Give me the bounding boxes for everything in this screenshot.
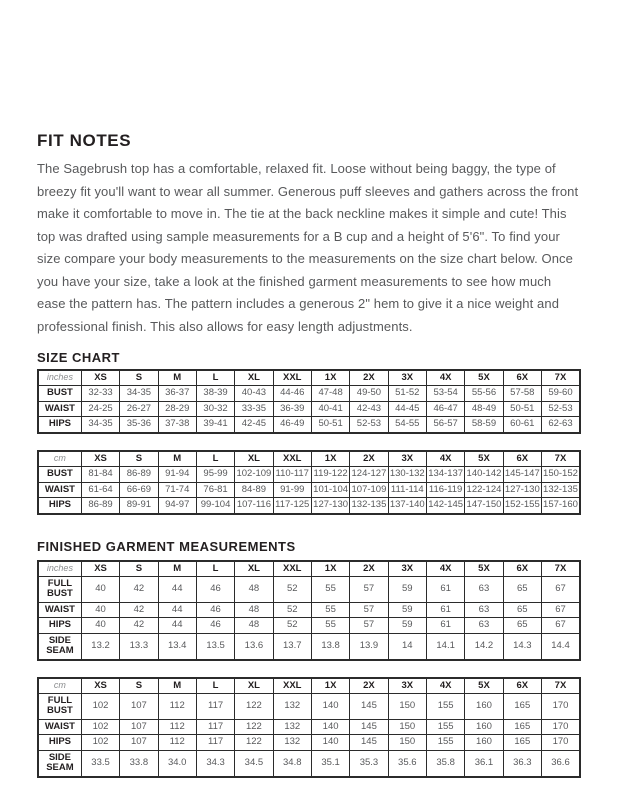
measurement-row-label: SIDE SEAM: [38, 633, 81, 659]
measurement-value: 24-25: [81, 401, 119, 416]
measurement-value: 107-116: [235, 498, 273, 514]
size-column-header: 3X: [388, 678, 426, 694]
measurement-value: 157-160: [541, 498, 580, 514]
size-column-header: 7X: [541, 451, 580, 467]
measurement-value: 71-74: [158, 482, 196, 497]
size-column-header: M: [158, 451, 196, 467]
measurement-value: 62-63: [541, 417, 580, 433]
measurement-value: 134-137: [426, 467, 464, 482]
measurement-value: 61-64: [81, 482, 119, 497]
size-column-header: XXL: [273, 678, 311, 694]
measurement-value: 42-45: [235, 417, 273, 433]
size-column-header: XL: [235, 451, 273, 467]
measurement-value: 40-43: [235, 386, 273, 401]
size-column-header: L: [196, 451, 234, 467]
size-column-header: S: [120, 451, 158, 467]
measurement-value: 119-122: [311, 467, 349, 482]
size-column-header: M: [158, 678, 196, 694]
size-column-header: L: [196, 370, 234, 386]
measurement-value: 61: [426, 576, 464, 602]
size-column-header: 7X: [541, 561, 580, 577]
measurement-value: 150: [388, 719, 426, 734]
measurement-value: 140-142: [465, 467, 503, 482]
measurement-value: 14.3: [503, 633, 541, 659]
measurement-value: 145-147: [503, 467, 541, 482]
measurement-value: 102: [81, 694, 119, 720]
measurement-value: 122: [235, 735, 273, 750]
measurement-value: 150: [388, 694, 426, 720]
table-header-row: [38, 370, 580, 386]
measurement-value: 35.6: [388, 750, 426, 776]
measurement-value: 67: [541, 602, 580, 617]
measurement-value: 35.8: [426, 750, 464, 776]
size-column-header: 6X: [503, 561, 541, 577]
measurement-row-label: FULL BUST: [38, 694, 81, 720]
table-header-row: [38, 451, 580, 467]
measurement-row-label: WAIST: [38, 482, 81, 497]
measurement-row-label: WAIST: [38, 401, 81, 416]
measurement-value: 48: [235, 602, 273, 617]
measurement-value: 42: [120, 618, 158, 633]
measurement-value: 57: [350, 618, 388, 633]
measurement-value: 117: [196, 719, 234, 734]
finished-garment-heading: FINISHED GARMENT MEASUREMENTS: [37, 538, 296, 554]
table-header-row: [38, 678, 580, 694]
measurement-value: 34.8: [273, 750, 311, 776]
measurement-value: 127-130: [503, 482, 541, 497]
table-row: [38, 482, 580, 497]
measurement-value: 152-155: [503, 498, 541, 514]
measurement-value: 147-150: [465, 498, 503, 514]
measurement-value: 49-50: [350, 386, 388, 401]
measurement-value: 59: [388, 576, 426, 602]
measurement-value: 145: [350, 694, 388, 720]
measurement-value: 112: [158, 735, 196, 750]
size-column-header: M: [158, 370, 196, 386]
measurement-row-label: BUST: [38, 467, 81, 482]
table-header-row: [38, 561, 580, 577]
measurement-value: 122-124: [465, 482, 503, 497]
measurement-value: 57: [350, 602, 388, 617]
measurement-value: 66-69: [120, 482, 158, 497]
size-chart-cm-table: [37, 450, 581, 515]
measurement-row-label: BUST: [38, 386, 81, 401]
measurement-value: 160: [465, 694, 503, 720]
measurement-value: 38-39: [196, 386, 234, 401]
measurement-value: 102: [81, 719, 119, 734]
size-column-header: XL: [235, 370, 273, 386]
measurement-value: 112: [158, 694, 196, 720]
measurement-value: 37-38: [158, 417, 196, 433]
size-column-header: 3X: [388, 370, 426, 386]
size-column-header: XXL: [273, 451, 311, 467]
size-column-header: XS: [81, 678, 119, 694]
measurement-value: 33.5: [81, 750, 119, 776]
measurement-row-label: FULL BUST: [38, 576, 81, 602]
size-column-header: S: [120, 561, 158, 577]
measurement-value: 102: [81, 735, 119, 750]
table-row: [38, 618, 580, 633]
finished-garment-inches-table: [37, 560, 581, 661]
measurement-value: 117-125: [273, 498, 311, 514]
measurement-row-label: WAIST: [38, 602, 81, 617]
unit-label: inches: [38, 561, 81, 577]
size-column-header: 2X: [350, 561, 388, 577]
size-column-header: 1X: [311, 678, 349, 694]
measurement-value: 117: [196, 735, 234, 750]
size-column-header: XXL: [273, 370, 311, 386]
measurement-value: 28-29: [158, 401, 196, 416]
size-column-header: 4X: [426, 370, 464, 386]
measurement-value: 142-145: [426, 498, 464, 514]
measurement-value: 47-48: [311, 386, 349, 401]
measurement-row-label: HIPS: [38, 417, 81, 433]
measurement-value: 107: [120, 719, 158, 734]
measurement-value: 13.7: [273, 633, 311, 659]
size-column-header: 5X: [465, 451, 503, 467]
size-column-header: XS: [81, 561, 119, 577]
measurement-value: 127-130: [311, 498, 349, 514]
measurement-value: 13.8: [311, 633, 349, 659]
measurement-value: 67: [541, 618, 580, 633]
measurement-value: 52: [273, 602, 311, 617]
measurement-value: 13.5: [196, 633, 234, 659]
table-row: [38, 602, 580, 617]
measurement-value: 67: [541, 576, 580, 602]
size-column-header: 6X: [503, 678, 541, 694]
size-column-header: 6X: [503, 451, 541, 467]
measurement-value: 13.9: [350, 633, 388, 659]
size-column-header: 6X: [503, 370, 541, 386]
table-row: [38, 401, 580, 416]
measurement-value: 124-127: [350, 467, 388, 482]
measurement-value: 46: [196, 618, 234, 633]
measurement-value: 150-152: [541, 467, 580, 482]
table-row: [38, 735, 580, 750]
measurement-value: 140: [311, 735, 349, 750]
measurement-value: 35.1: [311, 750, 349, 776]
measurement-value: 44: [158, 576, 196, 602]
measurement-value: 44-46: [273, 386, 311, 401]
measurement-value: 34.0: [158, 750, 196, 776]
size-column-header: XS: [81, 451, 119, 467]
measurement-value: 57: [350, 576, 388, 602]
measurement-value: 40-41: [311, 401, 349, 416]
measurement-value: 40: [81, 618, 119, 633]
size-column-header: XXL: [273, 561, 311, 577]
measurement-value: 48: [235, 618, 273, 633]
measurement-value: 63: [465, 576, 503, 602]
measurement-value: 170: [541, 735, 580, 750]
measurement-value: 35-36: [120, 417, 158, 433]
measurement-value: 140: [311, 719, 349, 734]
measurement-value: 160: [465, 719, 503, 734]
measurement-value: 101-104: [311, 482, 349, 497]
measurement-value: 116-119: [426, 482, 464, 497]
measurement-value: 42-43: [350, 401, 388, 416]
measurement-value: 76-81: [196, 482, 234, 497]
table-row: [38, 750, 580, 776]
measurement-value: 56-57: [426, 417, 464, 433]
size-chart-inches-table: [37, 369, 581, 434]
measurement-value: 57-58: [503, 386, 541, 401]
measurement-value: 53-54: [426, 386, 464, 401]
size-column-header: 2X: [350, 370, 388, 386]
size-column-header: 1X: [311, 451, 349, 467]
measurement-row-label: HIPS: [38, 498, 81, 514]
measurement-value: 36.3: [503, 750, 541, 776]
measurement-value: 13.4: [158, 633, 196, 659]
measurement-value: 84-89: [235, 482, 273, 497]
measurement-value: 46: [196, 576, 234, 602]
measurement-value: 155: [426, 694, 464, 720]
size-column-header: 2X: [350, 451, 388, 467]
measurement-value: 51-52: [388, 386, 426, 401]
unit-label: cm: [38, 451, 81, 467]
measurement-value: 59: [388, 602, 426, 617]
measurement-value: 132-135: [541, 482, 580, 497]
measurement-value: 48: [235, 576, 273, 602]
size-column-header: M: [158, 561, 196, 577]
size-column-header: L: [196, 678, 234, 694]
measurement-value: 14.2: [465, 633, 503, 659]
measurement-value: 50-51: [311, 417, 349, 433]
table-row: [38, 498, 580, 514]
measurement-value: 36-39: [273, 401, 311, 416]
measurement-value: 137-140: [388, 498, 426, 514]
measurement-value: 39-41: [196, 417, 234, 433]
measurement-value: 112: [158, 719, 196, 734]
measurement-row-label: HIPS: [38, 735, 81, 750]
finished-garment-cm-table: [37, 677, 581, 778]
measurement-value: 52: [273, 576, 311, 602]
measurement-value: 132: [273, 735, 311, 750]
measurement-value: 14: [388, 633, 426, 659]
measurement-value: 36.6: [541, 750, 580, 776]
measurement-value: 44: [158, 618, 196, 633]
measurement-value: 95-99: [196, 467, 234, 482]
measurement-value: 170: [541, 694, 580, 720]
size-column-header: 4X: [426, 678, 464, 694]
table-row: [38, 386, 580, 401]
measurement-value: 55: [311, 618, 349, 633]
size-column-header: 7X: [541, 370, 580, 386]
measurement-value: 33-35: [235, 401, 273, 416]
measurement-value: 165: [503, 719, 541, 734]
measurement-value: 44-45: [388, 401, 426, 416]
measurement-value: 36.1: [465, 750, 503, 776]
measurement-value: 52-53: [350, 417, 388, 433]
measurement-value: 34-35: [81, 417, 119, 433]
measurement-value: 52-53: [541, 401, 580, 416]
measurement-row-label: WAIST: [38, 719, 81, 734]
table-row: [38, 633, 580, 659]
table-row: [38, 719, 580, 734]
measurement-value: 42: [120, 576, 158, 602]
fit-notes-heading: FIT NOTES: [37, 131, 132, 150]
measurement-value: 91-99: [273, 482, 311, 497]
measurement-value: 59-60: [541, 386, 580, 401]
measurement-value: 32-33: [81, 386, 119, 401]
measurement-value: 132-135: [350, 498, 388, 514]
measurement-value: 107: [120, 735, 158, 750]
fit-notes-paragraph: The Sagebrush top has a comfortable, relaxed fit. Loose without being baggy, the type of breezy fit you'll want to wear all summer. Generous puff sleeves and gathers across the front make it comfortable to move in. The tie at the back neckline makes it simple and cute! This top was drafted using sample measurements for a B cup and a height of 5'6". To find your size compare your body measurements to the measurements on the size chart below. Once you have your size, take a look at the finished garment measurements to see how much ease the pattern has. The pattern includes a generous 2" hem to give it a nice weight and professional finish. This also allows for easy length adjustments.: [37, 161, 579, 334]
measurement-value: 130-132: [388, 467, 426, 482]
measurement-value: 107: [120, 694, 158, 720]
measurement-value: 54-55: [388, 417, 426, 433]
measurement-value: 52: [273, 618, 311, 633]
measurement-value: 65: [503, 618, 541, 633]
size-column-header: XS: [81, 370, 119, 386]
measurement-value: 91-94: [158, 467, 196, 482]
measurement-value: 44: [158, 602, 196, 617]
measurement-value: 155: [426, 735, 464, 750]
measurement-value: 86-89: [120, 467, 158, 482]
measurement-value: 63: [465, 618, 503, 633]
measurement-value: 155: [426, 719, 464, 734]
measurement-value: 99-104: [196, 498, 234, 514]
size-column-header: S: [120, 370, 158, 386]
measurement-value: 86-89: [81, 498, 119, 514]
size-column-header: 5X: [465, 561, 503, 577]
measurement-value: 170: [541, 719, 580, 734]
measurement-value: 13.2: [81, 633, 119, 659]
unit-label: inches: [38, 370, 81, 386]
measurement-value: 13.6: [235, 633, 273, 659]
measurement-value: 89-91: [120, 498, 158, 514]
measurement-value: 65: [503, 602, 541, 617]
unit-label: cm: [38, 678, 81, 694]
measurement-value: 58-59: [465, 417, 503, 433]
measurement-value: 46-47: [426, 401, 464, 416]
size-column-header: 1X: [311, 561, 349, 577]
size-column-header: 4X: [426, 561, 464, 577]
measurement-value: 48-49: [465, 401, 503, 416]
measurement-value: 65: [503, 576, 541, 602]
size-column-header: XL: [235, 678, 273, 694]
measurement-value: 46: [196, 602, 234, 617]
measurement-value: 34-35: [120, 386, 158, 401]
measurement-value: 30-32: [196, 401, 234, 416]
size-column-header: 2X: [350, 678, 388, 694]
measurement-value: 13.3: [120, 633, 158, 659]
measurement-value: 110-117: [273, 467, 311, 482]
size-chart-heading: SIZE CHART: [37, 350, 120, 365]
measurement-value: 36-37: [158, 386, 196, 401]
size-column-header: 5X: [465, 370, 503, 386]
measurement-value: 122: [235, 694, 273, 720]
measurement-row-label: HIPS: [38, 618, 81, 633]
size-column-header: 4X: [426, 451, 464, 467]
measurement-value: 14.4: [541, 633, 580, 659]
table-row: [38, 576, 580, 602]
measurement-value: 26-27: [120, 401, 158, 416]
measurement-value: 60-61: [503, 417, 541, 433]
measurement-value: 61: [426, 618, 464, 633]
measurement-value: 14.1: [426, 633, 464, 659]
measurement-value: 46-49: [273, 417, 311, 433]
measurement-value: 140: [311, 694, 349, 720]
table-row: [38, 417, 580, 433]
measurement-value: 150: [388, 735, 426, 750]
measurement-value: 34.3: [196, 750, 234, 776]
measurement-value: 33.8: [120, 750, 158, 776]
measurement-value: 63: [465, 602, 503, 617]
measurement-value: 42: [120, 602, 158, 617]
measurement-value: 55: [311, 576, 349, 602]
measurement-value: 145: [350, 735, 388, 750]
size-column-header: XL: [235, 561, 273, 577]
size-column-header: 3X: [388, 561, 426, 577]
size-column-header: S: [120, 678, 158, 694]
measurement-value: 117: [196, 694, 234, 720]
size-column-header: 1X: [311, 370, 349, 386]
table-row: [38, 694, 580, 720]
measurement-value: 55-56: [465, 386, 503, 401]
measurement-value: 132: [273, 694, 311, 720]
measurement-value: 81-84: [81, 467, 119, 482]
measurement-value: 107-109: [350, 482, 388, 497]
measurement-value: 132: [273, 719, 311, 734]
measurement-value: 61: [426, 602, 464, 617]
measurement-value: 122: [235, 719, 273, 734]
size-column-header: L: [196, 561, 234, 577]
measurement-value: 55: [311, 602, 349, 617]
measurement-value: 50-51: [503, 401, 541, 416]
measurement-value: 35.3: [350, 750, 388, 776]
table-row: [38, 467, 580, 482]
measurement-value: 40: [81, 602, 119, 617]
measurement-value: 145: [350, 719, 388, 734]
size-column-header: 3X: [388, 451, 426, 467]
measurement-row-label: SIDE SEAM: [38, 750, 81, 776]
measurement-value: 34.5: [235, 750, 273, 776]
size-column-header: 5X: [465, 678, 503, 694]
measurement-value: 40: [81, 576, 119, 602]
measurement-value: 160: [465, 735, 503, 750]
measurement-value: 59: [388, 618, 426, 633]
measurement-value: 102-109: [235, 467, 273, 482]
measurement-value: 111-114: [388, 482, 426, 497]
measurement-value: 165: [503, 694, 541, 720]
measurement-value: 165: [503, 735, 541, 750]
size-column-header: 7X: [541, 678, 580, 694]
measurement-value: 94-97: [158, 498, 196, 514]
